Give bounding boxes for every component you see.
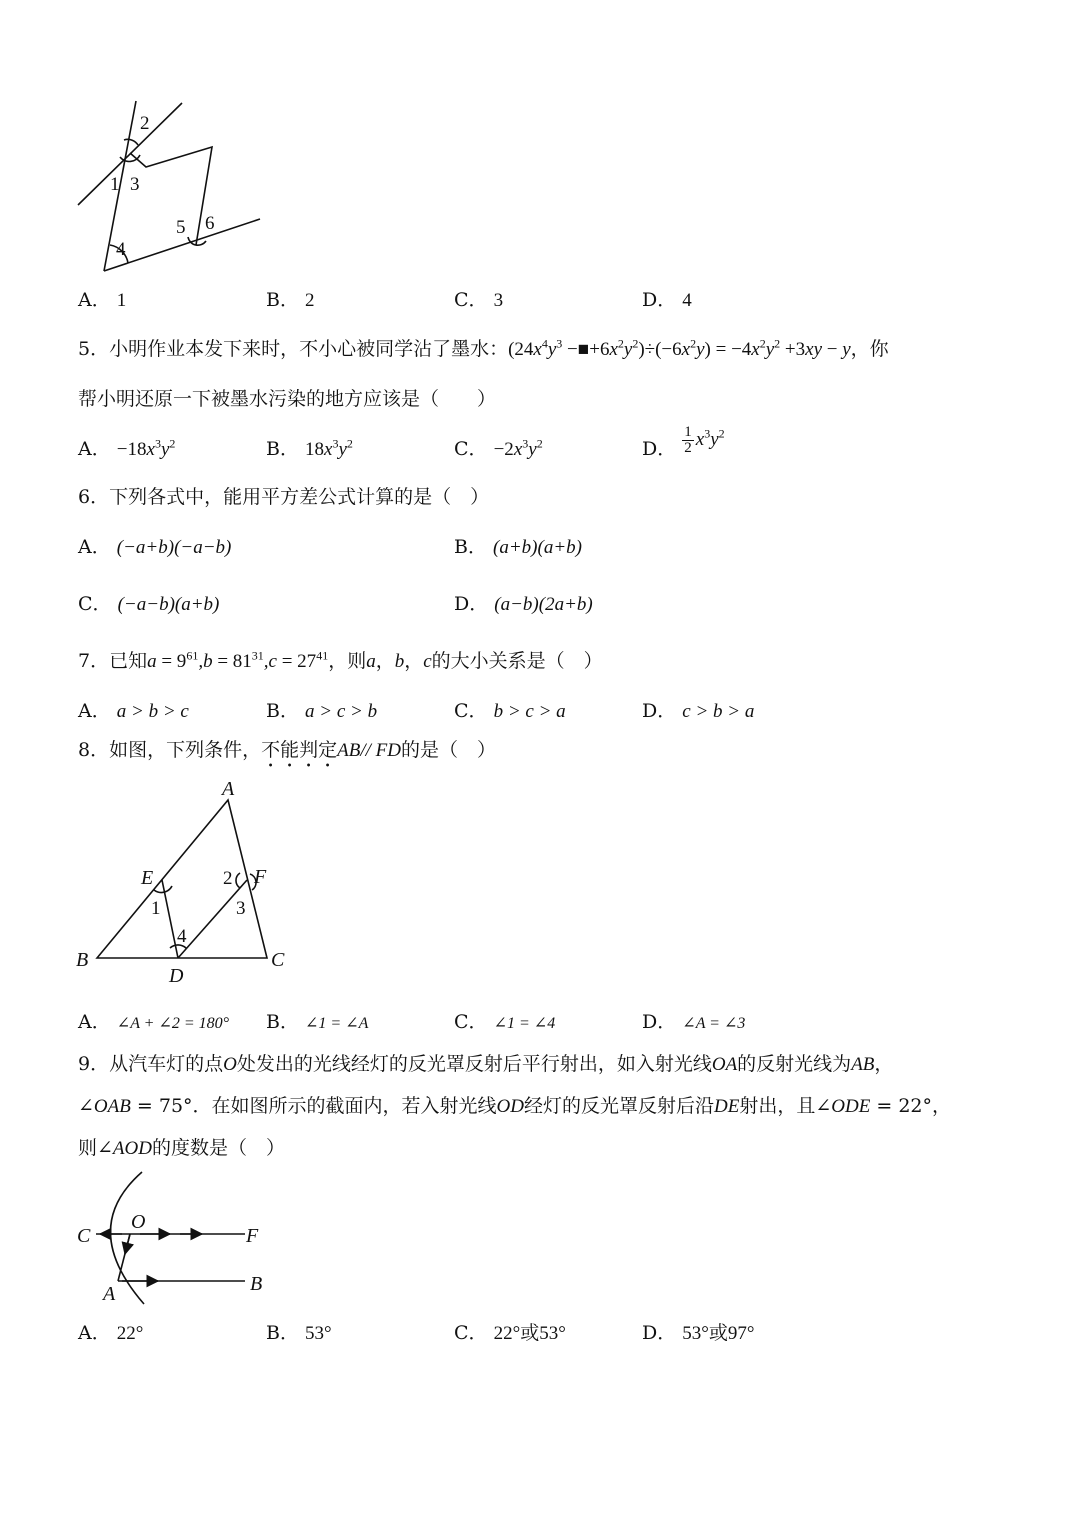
q9-math-DE: DE (714, 1096, 740, 1117)
option-expr: 22° (116, 1323, 144, 1344)
option-expr: a > b > c (116, 701, 189, 722)
separator: ， (375, 650, 395, 672)
fig8-label-2: 2 (223, 868, 233, 889)
q9-math-AB: AB (851, 1054, 875, 1075)
q8-figure (70, 772, 300, 992)
q6-stem: 6．下列各式中，能用平方差公式计算的是（ ） (78, 486, 490, 508)
fraction: $\frac{1}{2}$ (684, 424, 692, 457)
option-letter: A． (78, 700, 111, 722)
q6-option-c[interactable] (78, 589, 219, 616)
q9-stem-line1 (78, 1049, 893, 1076)
q5-option-c[interactable] (454, 434, 543, 461)
option-letter: D． (642, 438, 677, 460)
option-letter: C． (454, 1322, 488, 1344)
option-letter: A． (78, 1322, 111, 1344)
fig8-label-A: A (222, 778, 235, 800)
option-letter: C． (454, 289, 488, 311)
fig8-label-D: D (169, 965, 184, 987)
q8-prefix: 8．如图，下列条件， (78, 739, 262, 761)
q7-mid: ，则 (328, 650, 367, 672)
q7-option-c[interactable] (454, 696, 566, 723)
option-letter: A． (78, 1011, 111, 1033)
q9-text: = 75°．在如图所示的截面内，若入射光线 (130, 1095, 497, 1117)
option-letter: B． (454, 536, 487, 558)
q5-text: 5．小明作业本发下来时，不小心被同学沾了墨水： (78, 338, 509, 360)
fig4-label-5: 5 (176, 217, 186, 238)
fig8-label-3: 3 (236, 898, 246, 919)
q9-text: 的度数是（ ） (151, 1137, 285, 1159)
option-value: 1 (116, 290, 127, 311)
q7-option-b[interactable] (266, 696, 377, 723)
fig9-label-F: F (246, 1225, 259, 1247)
q4-figure (70, 95, 270, 280)
fig4-label-3: 3 (130, 174, 140, 195)
q9-math-OA: OA (711, 1054, 738, 1075)
q9-text: 经灯的反光罩反射后沿 (524, 1095, 715, 1117)
option-value: 2 (305, 290, 315, 311)
option-expr: (−a−b)(a+b) (117, 594, 220, 615)
option-letter: C． (78, 593, 112, 615)
q9-stem-line2 (78, 1091, 951, 1118)
fig9-label-C: C (77, 1225, 91, 1247)
q9-math-OD: OD (496, 1096, 524, 1117)
q6-option-b[interactable] (454, 532, 582, 559)
option-letter: A． (78, 536, 111, 558)
fig4-label-6: 6 (205, 213, 215, 234)
option-expr: $-18x^3y^2$ (116, 436, 176, 460)
option-letter: D． (642, 700, 677, 722)
q9-text: 处发出的光线经灯的反光罩反射后平行射出，如入射光线 (236, 1053, 712, 1075)
q5-option-a[interactable] (78, 434, 175, 461)
q5-stem-line1 (78, 334, 889, 361)
q7-var-b: b (394, 651, 405, 672)
q7-var-a: a (366, 651, 376, 672)
q5-text-after: ，你 (850, 338, 889, 360)
q4-option-b[interactable] (266, 285, 315, 312)
option-letter: B． (266, 1322, 299, 1344)
q5-option-d[interactable] (642, 424, 725, 460)
q8-option-c[interactable] (454, 1007, 555, 1034)
fig4-label-2: 2 (140, 113, 150, 134)
q8-stem (78, 735, 496, 772)
fig9-label-B: B (250, 1273, 263, 1295)
q8-math: AB// FD (337, 740, 401, 761)
fig8-label-C: C (271, 949, 285, 971)
option-letter: D． (642, 1322, 677, 1344)
q9-text: 则 (78, 1137, 98, 1159)
option-expr: (−a+b)(−a−b) (116, 537, 232, 558)
option-expr: ∠1 = ∠4 (493, 1015, 556, 1032)
option-expr: a > c > b (305, 701, 378, 722)
option-expr: b > c > a (493, 701, 566, 722)
option-letter: C． (454, 700, 488, 722)
option-letter: B． (266, 438, 299, 460)
fig4-label-1: 1 (110, 174, 120, 195)
q7-option-d[interactable] (642, 696, 754, 723)
q6-option-a[interactable] (78, 532, 231, 559)
q9-text: 9．从汽车灯的点 (78, 1053, 224, 1075)
q7-var-c: c (423, 651, 432, 672)
option-expr: ∠1 = ∠A (305, 1015, 369, 1032)
q6-option-d[interactable] (454, 589, 593, 616)
q9-math-angle-ODE: ∠ODE (815, 1096, 871, 1117)
option-value: 4 (682, 290, 692, 311)
option-expr: 53° (305, 1323, 332, 1344)
fig4-label-4: 4 (116, 239, 126, 260)
q9-stem-line3 (78, 1133, 285, 1160)
option-letter: D． (642, 1011, 677, 1033)
option-expr: 53°或97° (682, 1323, 755, 1344)
q4-option-c[interactable] (454, 285, 503, 312)
option-expr: $18x^3y^2$ (305, 436, 353, 460)
q5-stem-line2: 帮小明还原一下被墨水污染的地方应该是（ ） (78, 388, 497, 410)
fig8-label-1: 1 (151, 898, 161, 919)
option-value: 3 (493, 290, 504, 311)
q5-equation: ($24x^4y^3$ $-■+6x^2y^2)\div(-6x^2y) = -4x^2y^2 +3xy - y$ (508, 336, 851, 360)
q9-figure (70, 1168, 280, 1313)
option-expr: 22°或53° (493, 1323, 566, 1344)
option-expr: c > b > a (682, 701, 755, 722)
option-expr: (a−b)(2a+b) (494, 594, 593, 615)
q9-option-d[interactable] (642, 1318, 754, 1345)
q4-option-d[interactable] (642, 285, 692, 312)
option-letter: D． (642, 289, 677, 311)
q8-emphasis: 不能判定 (261, 739, 338, 761)
option-letter: D． (454, 593, 489, 615)
q7-givens: $a = 9^{61},b = 81^{31},c = 27^{41}$ (147, 648, 329, 672)
option-letter: B． (266, 1011, 299, 1033)
option-expr: $-2x^3y^2$ (493, 436, 543, 460)
q9-option-a[interactable] (78, 1318, 143, 1345)
q5-option-b[interactable] (266, 434, 353, 461)
q8-option-d[interactable] (642, 1007, 745, 1034)
fig8-label-F: F (254, 866, 267, 888)
q8-option-a[interactable] (78, 1007, 229, 1034)
q8-suffix: 的是（ ） (400, 739, 496, 761)
option-expr: (a+b)(a+b) (493, 537, 582, 558)
option-letter: B． (266, 289, 299, 311)
q9-text: 射出，且 (739, 1095, 816, 1117)
fig9-label-O: O (131, 1211, 146, 1233)
q9-math-angle-OAB: ∠OAB (78, 1096, 131, 1117)
q9-text: ， (874, 1053, 894, 1075)
option-letter: C． (454, 438, 488, 460)
q9-option-b[interactable] (266, 1318, 332, 1345)
q7-suffix: 的大小关系是（ ） (431, 650, 603, 672)
fig8-label-4: 4 (177, 926, 187, 947)
q4-option-a[interactable] (78, 285, 126, 312)
q8-option-b[interactable] (266, 1007, 368, 1034)
option-letter: C． (454, 1011, 488, 1033)
q7-prefix: 7．已知 (78, 650, 148, 672)
option-letter: B． (266, 700, 299, 722)
separator: ， (404, 650, 424, 672)
q7-option-a[interactable] (78, 696, 189, 723)
fig8-label-E: E (141, 867, 154, 889)
option-expr: $\frac{1}{2}$ $x^3y^2$ (684, 424, 725, 457)
q9-text: = 22°， (870, 1095, 952, 1117)
option-expr: ∠A = ∠3 (682, 1015, 746, 1032)
option-letter: A． (78, 289, 111, 311)
option-expr: ∠A + ∠2 = 180° (116, 1015, 230, 1032)
fig9-label-A: A (103, 1283, 116, 1305)
q7-stem (78, 646, 603, 673)
q9-math-angle-AOD: ∠AOD (97, 1138, 152, 1159)
q9-math-O: O (223, 1054, 237, 1075)
option-letter: A． (78, 438, 111, 460)
q9-option-c[interactable] (454, 1318, 566, 1345)
fig8-label-B: B (76, 949, 89, 971)
q9-text: 的反射光线为 (737, 1053, 852, 1075)
